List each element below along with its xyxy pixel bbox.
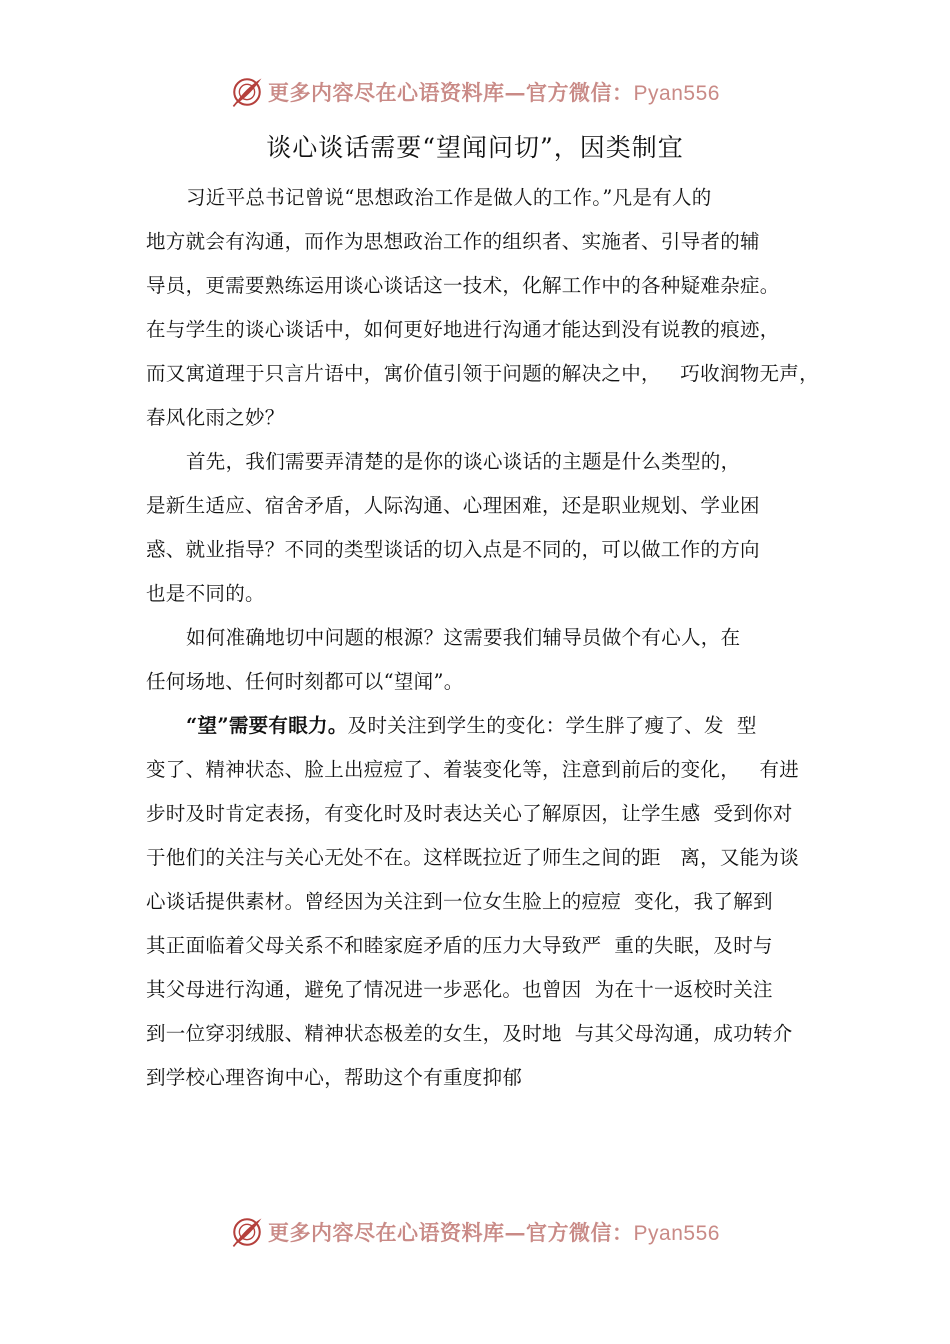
text-line xyxy=(146,704,818,748)
text-line: 而又寓道理于只言片语中，寓价值引领于问题的解决之中， 巧收润物无声， xyxy=(146,362,819,385)
text-line: 地方就会有沟通，而作为思想政治工作的组织者、实施者、引导者的辅 xyxy=(146,230,760,253)
text-line: 惑、就业指导？不同的类型谈话的切入点是不同的，可以做工作的方向 xyxy=(146,538,760,561)
text-line: 春风化雨之妙？ xyxy=(146,406,285,429)
paragraph-2 xyxy=(146,440,818,616)
text-line: 导员，更需要熟练运用谈心谈话这一技术，化解工作中的各种疑难杂症。 xyxy=(146,274,780,297)
text-line: 在与学生的谈心谈话中，如何更好地进行沟通才能达到没有说教的痕迹， xyxy=(146,318,780,341)
text-line: 如何准确地切中问题的根源？这需要我们辅导员做个有心人，在 xyxy=(186,626,741,649)
document-title: 谈心谈话需要“望闻问切”，因类制宜 xyxy=(266,133,684,162)
text-line-rest: 及时关注到学生的变化：学生胖了瘦了、发 型 xyxy=(347,714,757,737)
text-line: 习近平总书记曾说“思想政治工作是做人的工作。”凡是有人的 xyxy=(186,186,712,209)
banner-text xyxy=(268,77,720,107)
footer-watermark-banner xyxy=(0,1212,950,1252)
text-line: 变了、精神状态、脸上出痘痘了、着装变化等，注意到前后的变化， 有进 xyxy=(146,758,800,781)
paragraph-4 xyxy=(146,704,818,1100)
banner-wechat-id: Pyan556 xyxy=(633,82,720,105)
banner-text-cn: 更多内容尽在心语资料库—官方微信： xyxy=(268,80,634,105)
header-watermark-banner xyxy=(0,72,950,112)
paragraph-1 xyxy=(146,176,818,440)
text-line: 也是不同的。 xyxy=(146,582,265,605)
banner-wechat-id: Pyan556 xyxy=(633,1222,720,1245)
banner-text-cn: 更多内容尽在心语资料库—官方微信： xyxy=(268,1220,634,1245)
text-line: 到一位穿羽绒服、精神状态极差的女生，及时地 与其父母沟通，成功转介 xyxy=(146,1022,793,1045)
text-line: 是新生适应、宿舍矛盾，人际沟通、心理困难，还是职业规划、学业困 xyxy=(146,494,760,517)
quill-logo-icon xyxy=(230,75,264,109)
bold-lead-in: “望”需要有眼力。 xyxy=(186,714,348,737)
text-line: 心谈话提供素材。曾经因为关注到一位女生脸上的痘痘 变化，我了解到 xyxy=(146,890,773,913)
quill-logo-icon xyxy=(230,1215,264,1249)
text-line: 首先，我们需要弄清楚的是你的谈心谈话的主题是什么类型的， xyxy=(186,450,741,473)
text-line: 任何场地、任何时刻都可以“望闻”。 xyxy=(146,670,464,693)
text-line: 到学校心理咨询中心，帮助这个有重度抑郁 xyxy=(146,1066,523,1089)
document-body xyxy=(146,176,818,1100)
text-line: 步时及时肯定表扬，有变化时及时表达关心了解原因，让学生感 受到你对 xyxy=(146,802,793,825)
text-line: 于他们的关注与关心无处不在。这样既拉近了师生之间的距 离，又能为谈 xyxy=(146,846,800,869)
text-line: 其父母进行沟通，避免了情况进一步恶化。也曾因 为在十一返校时关注 xyxy=(146,978,773,1001)
banner-text xyxy=(268,1217,720,1247)
text-line: 其正面临着父母关系不和睦家庭矛盾的压力大导致严 重的失眠，及时与 xyxy=(146,934,773,957)
paragraph-3 xyxy=(146,616,818,704)
